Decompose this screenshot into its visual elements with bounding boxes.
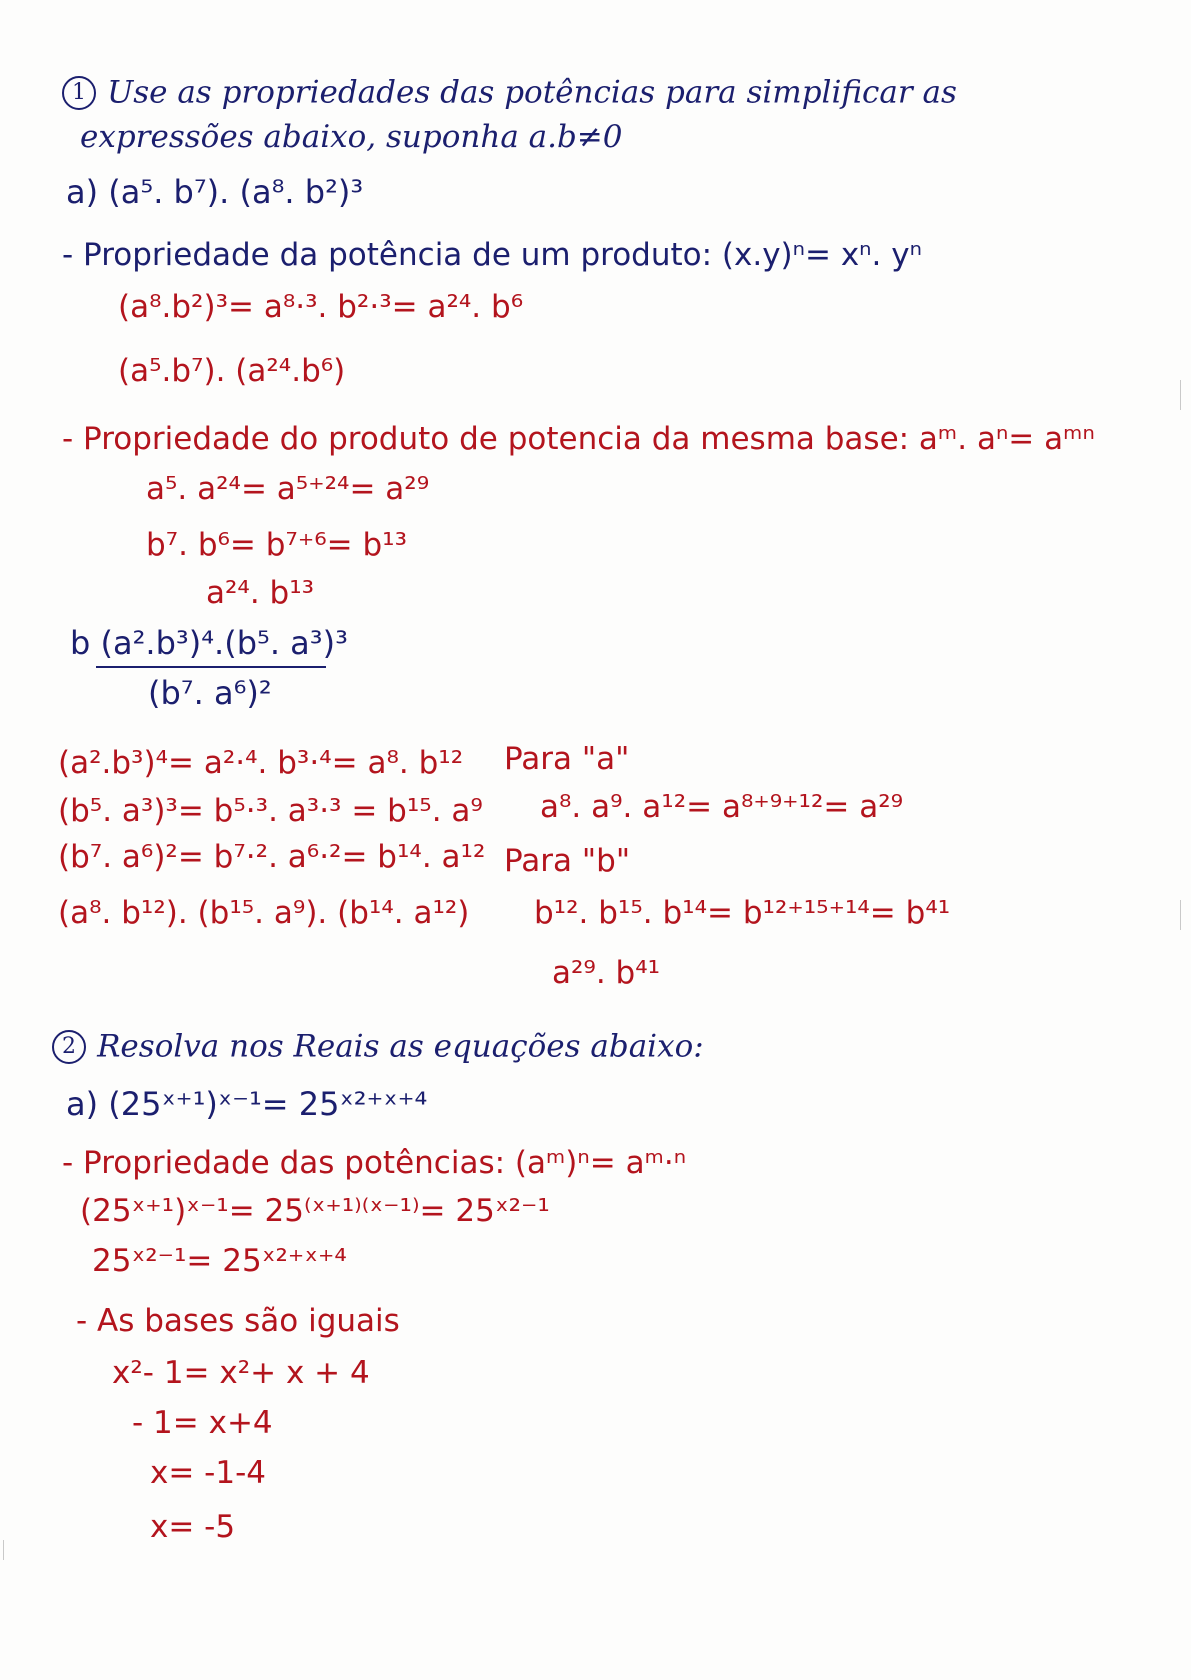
q2-step5: x= -1-4: [150, 1455, 266, 1491]
q1-b-step2: (b⁵. a³)³= b⁵·³. a³·³ = b¹⁵. a⁹: [58, 793, 483, 829]
q2-prop-label: - Propriedade das potências: (aᵐ)ⁿ= aᵐ·ⁿ: [62, 1145, 687, 1181]
q1-step2: (a⁵.b⁷). (a²⁴.b⁶): [118, 353, 346, 389]
question-2-header: [52, 1030, 704, 1064]
page-edge-mark: [1180, 380, 1181, 410]
q1-item-b-denominator: (b⁷. a⁶)²: [148, 674, 272, 712]
q1-item-b-fraction: [70, 624, 348, 712]
page-edge-mark: [1180, 900, 1181, 930]
q1-b-step3: (b⁷. a⁶)²= b⁷·². a⁶·²= b¹⁴. a¹²: [58, 839, 486, 875]
q1-prop1-label: - Propriedade da potência de um produto: (x.y)ⁿ= xⁿ. yⁿ: [62, 237, 922, 273]
question-1-text-line1: Use as propriedades das potências para simplificar as: [107, 74, 957, 111]
question-2-number: 2: [52, 1030, 86, 1064]
fraction-bar: [96, 666, 326, 668]
question-2-text: Resolva nos Reais as equações abaixo:: [97, 1028, 704, 1065]
q1-step3: a⁵. a²⁴= a⁵⁺²⁴= a²⁹: [146, 471, 430, 507]
q1-para-a-label: Para "a": [504, 741, 630, 777]
q1-para-b-label: Para "b": [504, 843, 631, 879]
question-1-text-line2: expressões abaixo, suponha a.b≠0: [80, 119, 623, 155]
q2-step3: x²- 1= x²+ x + 4: [112, 1355, 370, 1391]
q2-step4: - 1= x+4: [132, 1405, 273, 1441]
q2-item-a: a) (25ˣ⁺¹)ˣ⁻¹= 25ˣ²⁺ˣ⁺⁴: [66, 1085, 428, 1123]
q1-b-step1: (a².b³)⁴= a²·⁴. b³·⁴= a⁸. b¹²: [58, 745, 464, 781]
q1-item-a: a) (a⁵. b⁷). (a⁸. b²)³: [66, 173, 364, 211]
q1-step1: (a⁸.b²)³= a⁸·³. b²·³= a²⁴. b⁶: [118, 289, 524, 325]
q2-step2: 25ˣ²⁻¹= 25ˣ²⁺ˣ⁺⁴: [92, 1243, 347, 1279]
page-edge-mark: [3, 1540, 4, 1560]
q2-step6: x= -5: [150, 1509, 236, 1545]
q1-prop2-label: - Propriedade do produto de potencia da mesma base: aᵐ. aⁿ= aᵐⁿ: [62, 421, 1095, 457]
question-1-number: 1: [62, 76, 96, 110]
q1-para-a-calc: a⁸. a⁹. a¹²= a⁸⁺⁹⁺¹²= a²⁹: [540, 789, 904, 825]
q1-para-b-calc: b¹². b¹⁵. b¹⁴= b¹²⁺¹⁵⁺¹⁴= b⁴¹: [534, 895, 951, 931]
q1-item-b-numerator: b (a².b³)⁴.(b⁵. a³)³: [70, 624, 348, 662]
question-1-header: [62, 76, 957, 110]
q1-step4: b⁷. b⁶= b⁷⁺⁶= b¹³: [146, 527, 408, 563]
q2-step1: (25ˣ⁺¹)ˣ⁻¹= 25⁽ˣ⁺¹⁾⁽ˣ⁻¹⁾= 25ˣ²⁻¹: [80, 1193, 550, 1229]
q2-bases-label: - As bases são iguais: [76, 1303, 400, 1339]
q1-b-step4: (a⁸. b¹²). (b¹⁵. a⁹). (b¹⁴. a¹²): [58, 895, 470, 931]
q1-result-a: a²⁴. b¹³: [206, 575, 315, 611]
q1-result-b: a²⁹. b⁴¹: [552, 955, 661, 991]
